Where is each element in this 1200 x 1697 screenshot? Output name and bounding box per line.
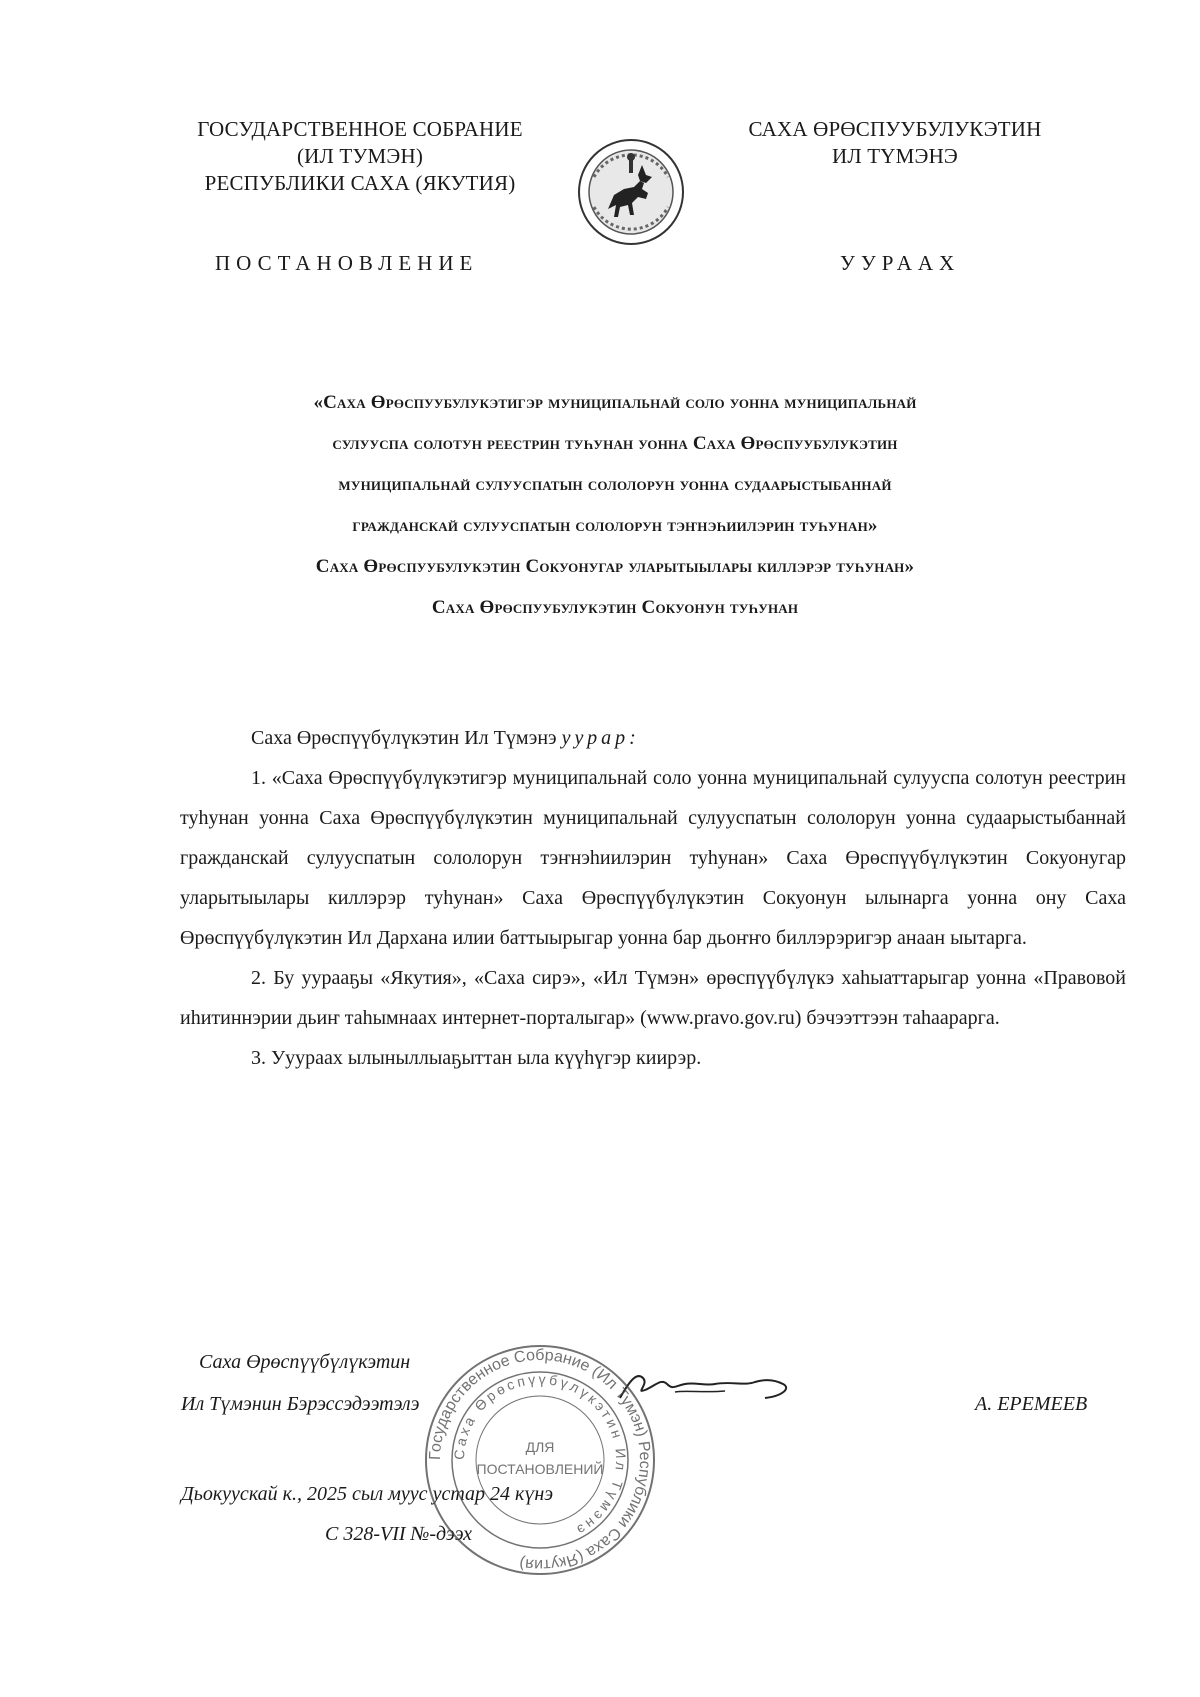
- republic-emblem-icon: [576, 137, 686, 247]
- signer-position-line1: Саха Өрөспүүбүлүкэтин: [199, 1351, 411, 1373]
- title-line: Саха Өрөспуубулукэтин Сокуонун туһунан: [431, 597, 799, 618]
- document-number: С 328-VII №-дээх: [325, 1523, 473, 1545]
- doctype-sah: УУРААХ: [840, 251, 961, 275]
- official-stamp-icon: [420, 1340, 660, 1580]
- body-item: 3. Ууураах ылыныллыаҕыттан ыла күүһүгэр киирэр.: [251, 1047, 702, 1069]
- stamp-center-line2: ПОСТАНОВЛЕНИЙ: [476, 1461, 604, 1477]
- title-line: гражданскай сулууспатын сололорун тэҥнэһиилэрин туһунан»: [352, 515, 878, 536]
- stamp-inner-text: Саха Өрөспүүбүлүкэтин Ил Түмэнэ: [450, 1370, 630, 1540]
- header-ru: [165, 116, 555, 197]
- title-line: Саха Өрөспуубулукэтин Сокуонугар уларытыылары киллэрэр туһунан»: [315, 556, 915, 577]
- signer-position-line2: Ил Түмэнин Бэрэссэдээтэлэ: [181, 1393, 420, 1415]
- signer-name: А. ЕРЕМЕЕВ: [975, 1393, 1088, 1415]
- lead-paragraph: [180, 718, 1126, 758]
- document-title: [150, 382, 1080, 628]
- issue-date: Дьокуускай к., 2025 сыл муус устар 24 күнэ: [181, 1483, 554, 1505]
- header-sah-line: ИЛ ТҮМЭНЭ: [831, 144, 959, 168]
- decree-word: уурар:: [561, 727, 640, 749]
- title-line: «Саха Өрөспуубулукэтигэр муниципальнай соло уонна муниципальнай: [313, 392, 917, 413]
- title-line: сулууспа солотун реестрин туһунан уонна Саха Өрөспуубулукэтин: [332, 433, 898, 454]
- header-sah-line: САХА ӨРӨСПУУБУЛУКЭТИН: [748, 117, 1042, 141]
- header-ru-line: ГОСУДАРСТВЕННОЕ СОБРАНИЕ: [197, 117, 523, 141]
- stamp-outer-text: Государственное Собрание (Ил Тумэн) Республики Саха (Якутия): [426, 1346, 654, 1574]
- doctype-ru: ПОСТАНОВЛЕНИЕ: [215, 251, 479, 275]
- body-item: 1. «Саха Өрөспүүбүлүкэтигэр муниципальнай соло уонна муниципальнай сулууспа солотун реестрин туһунан уонна Саха Өрөспүүбүлүкэтин муниципальнай сулууспатын сололорун уонна судаарыстыбаннай гражданскай сулууспатын сололорун тэҥнэһиилэрин туһунан» Саха Өрөспүүбүлүкэтин Сокуонугар уларытыылары киллэрэр туһунан» Саха Өрөспүүбүлүкэтин Сокуонун ылынарга уонна ону Саха Өрөспүүбүлүкэтин Ил Дархана илии баттыырыгар уонна бар дьоҥҥо биллэрэригэр анаан ыытарга.: [180, 767, 1126, 949]
- stamp-center-line1: ДЛЯ: [525, 1439, 555, 1455]
- body-item: 2. Бу уурааҕы «Якутия», «Саха сирэ», «Ил Түмэн» өрөспүүбүлүкэ хаһыаттарыгар уонна «Правовой иһитиннэрии дьиҥ таһымнаах интернет-порталыгар» (www.pravo.gov.ru) бэчээттээн таһаарарга.: [180, 967, 1126, 1029]
- document-body: [180, 718, 1126, 1078]
- title-line: муниципальнай сулууспатын сололорун уонна судаарыстыбаннай: [338, 474, 892, 495]
- header-ru-line: (ИЛ ТУМЭН): [296, 144, 424, 168]
- header-ru-line: РЕСПУБЛИКИ САХА (ЯКУТИЯ): [204, 171, 516, 195]
- header-sah: [705, 116, 1085, 170]
- lead-text: Саха Өрөспүүбүлүкэтин Ил Түмэнэ: [251, 727, 562, 749]
